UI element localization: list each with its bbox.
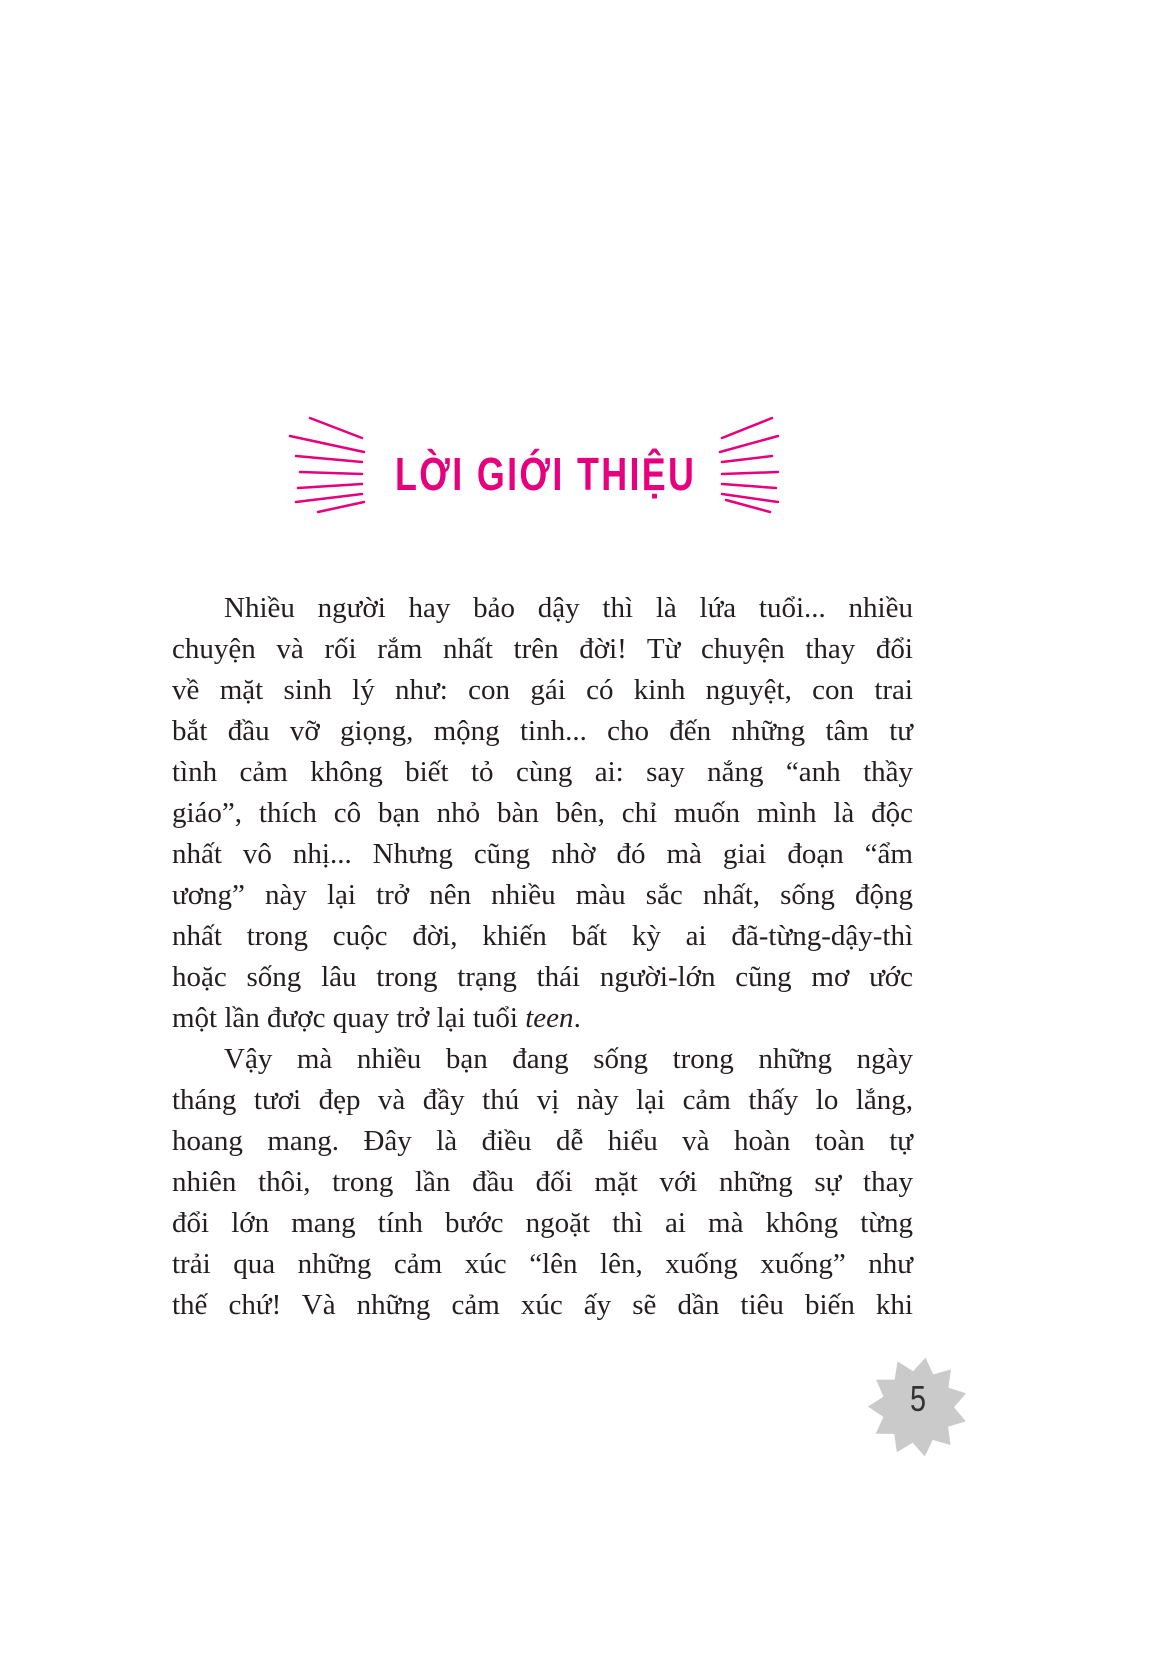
text-line (172, 1162, 913, 1203)
text-line (172, 875, 913, 916)
text-line (172, 1244, 913, 1285)
text-line (172, 1121, 913, 1162)
text-line (172, 998, 913, 1039)
text-line (172, 752, 913, 793)
page-number: 5 (909, 1378, 927, 1419)
page-title: LỜI GIỚI THIỆU (395, 448, 697, 500)
text-line-content: nhất trong cuộc đời, khiến bất kỳ ai đã-từng-dậy-thì (172, 920, 913, 952)
text-line-content: Nhiều người hay bảo dậy thì là lứa tuổi... nhiều (224, 592, 913, 624)
text-line (172, 670, 913, 711)
text-line-content: Vậy mà nhiều bạn đang sống trong những ngày (224, 1043, 913, 1075)
text-line (172, 1080, 913, 1121)
text-line-content: thế chứ! Và những cảm xúc ấy sẽ dần tiêu biến khi (172, 1289, 913, 1321)
text-line (172, 916, 913, 957)
text-line (172, 793, 913, 834)
text-line-content: tháng tươi đẹp và đầy thú vị này lại cảm thấy lo lắng, (172, 1084, 913, 1116)
text-line-content: ương” này lại trở nên nhiều màu sắc nhất, sống động (172, 879, 913, 911)
text-line (172, 957, 913, 998)
text-line-content: giáo”, thích cô bạn nhỏ bàn bên, chỉ muốn mình là độc (172, 797, 913, 829)
text-line-content: bắt đầu vỡ giọng, mộng tinh... cho đến những tâm tư (172, 715, 913, 747)
text-line (172, 629, 913, 670)
text-line (172, 588, 913, 629)
text-line-content: trải qua những cảm xúc “lên lên, xuống xuống” như (172, 1248, 913, 1280)
text-line (172, 711, 913, 752)
text-line-content: chuyện và rối rắm nhất trên đời! Từ chuyện thay đổi (172, 633, 913, 665)
body-text (172, 588, 913, 1326)
text-line (172, 834, 913, 875)
text-line (172, 1285, 913, 1326)
italic-word: teen (525, 1002, 574, 1034)
text-line-content: hoặc sống lâu trong trạng thái người-lớn cũng mơ ước (172, 961, 913, 993)
text-line-content: về mặt sinh lý như: con gái có kinh nguyệt, con trai (172, 674, 913, 706)
text-line-content: hoang mang. Đây là điều dễ hiểu và hoàn toàn tự (172, 1125, 913, 1157)
decorative-rays-icon (0, 0, 1166, 600)
text-line-content: nhất vô nhị... Nhưng cũng nhờ đó mà giai đoạn “ẩm (172, 838, 913, 870)
text-segment: . (573, 1002, 581, 1034)
text-line-content: tình cảm không biết tỏ cùng ai: say nắng “anh thầy (172, 756, 913, 788)
text-line-content: nhiên thôi, trong lần đầu đối mặt với những sự thay (172, 1166, 913, 1198)
text-line (172, 1039, 913, 1080)
text-segment: một lần được quay trở lại tuổi (172, 1002, 526, 1034)
text-line (172, 1203, 913, 1244)
text-line-content: đổi lớn mang tính bước ngoặt thì ai mà không từng (172, 1207, 913, 1239)
